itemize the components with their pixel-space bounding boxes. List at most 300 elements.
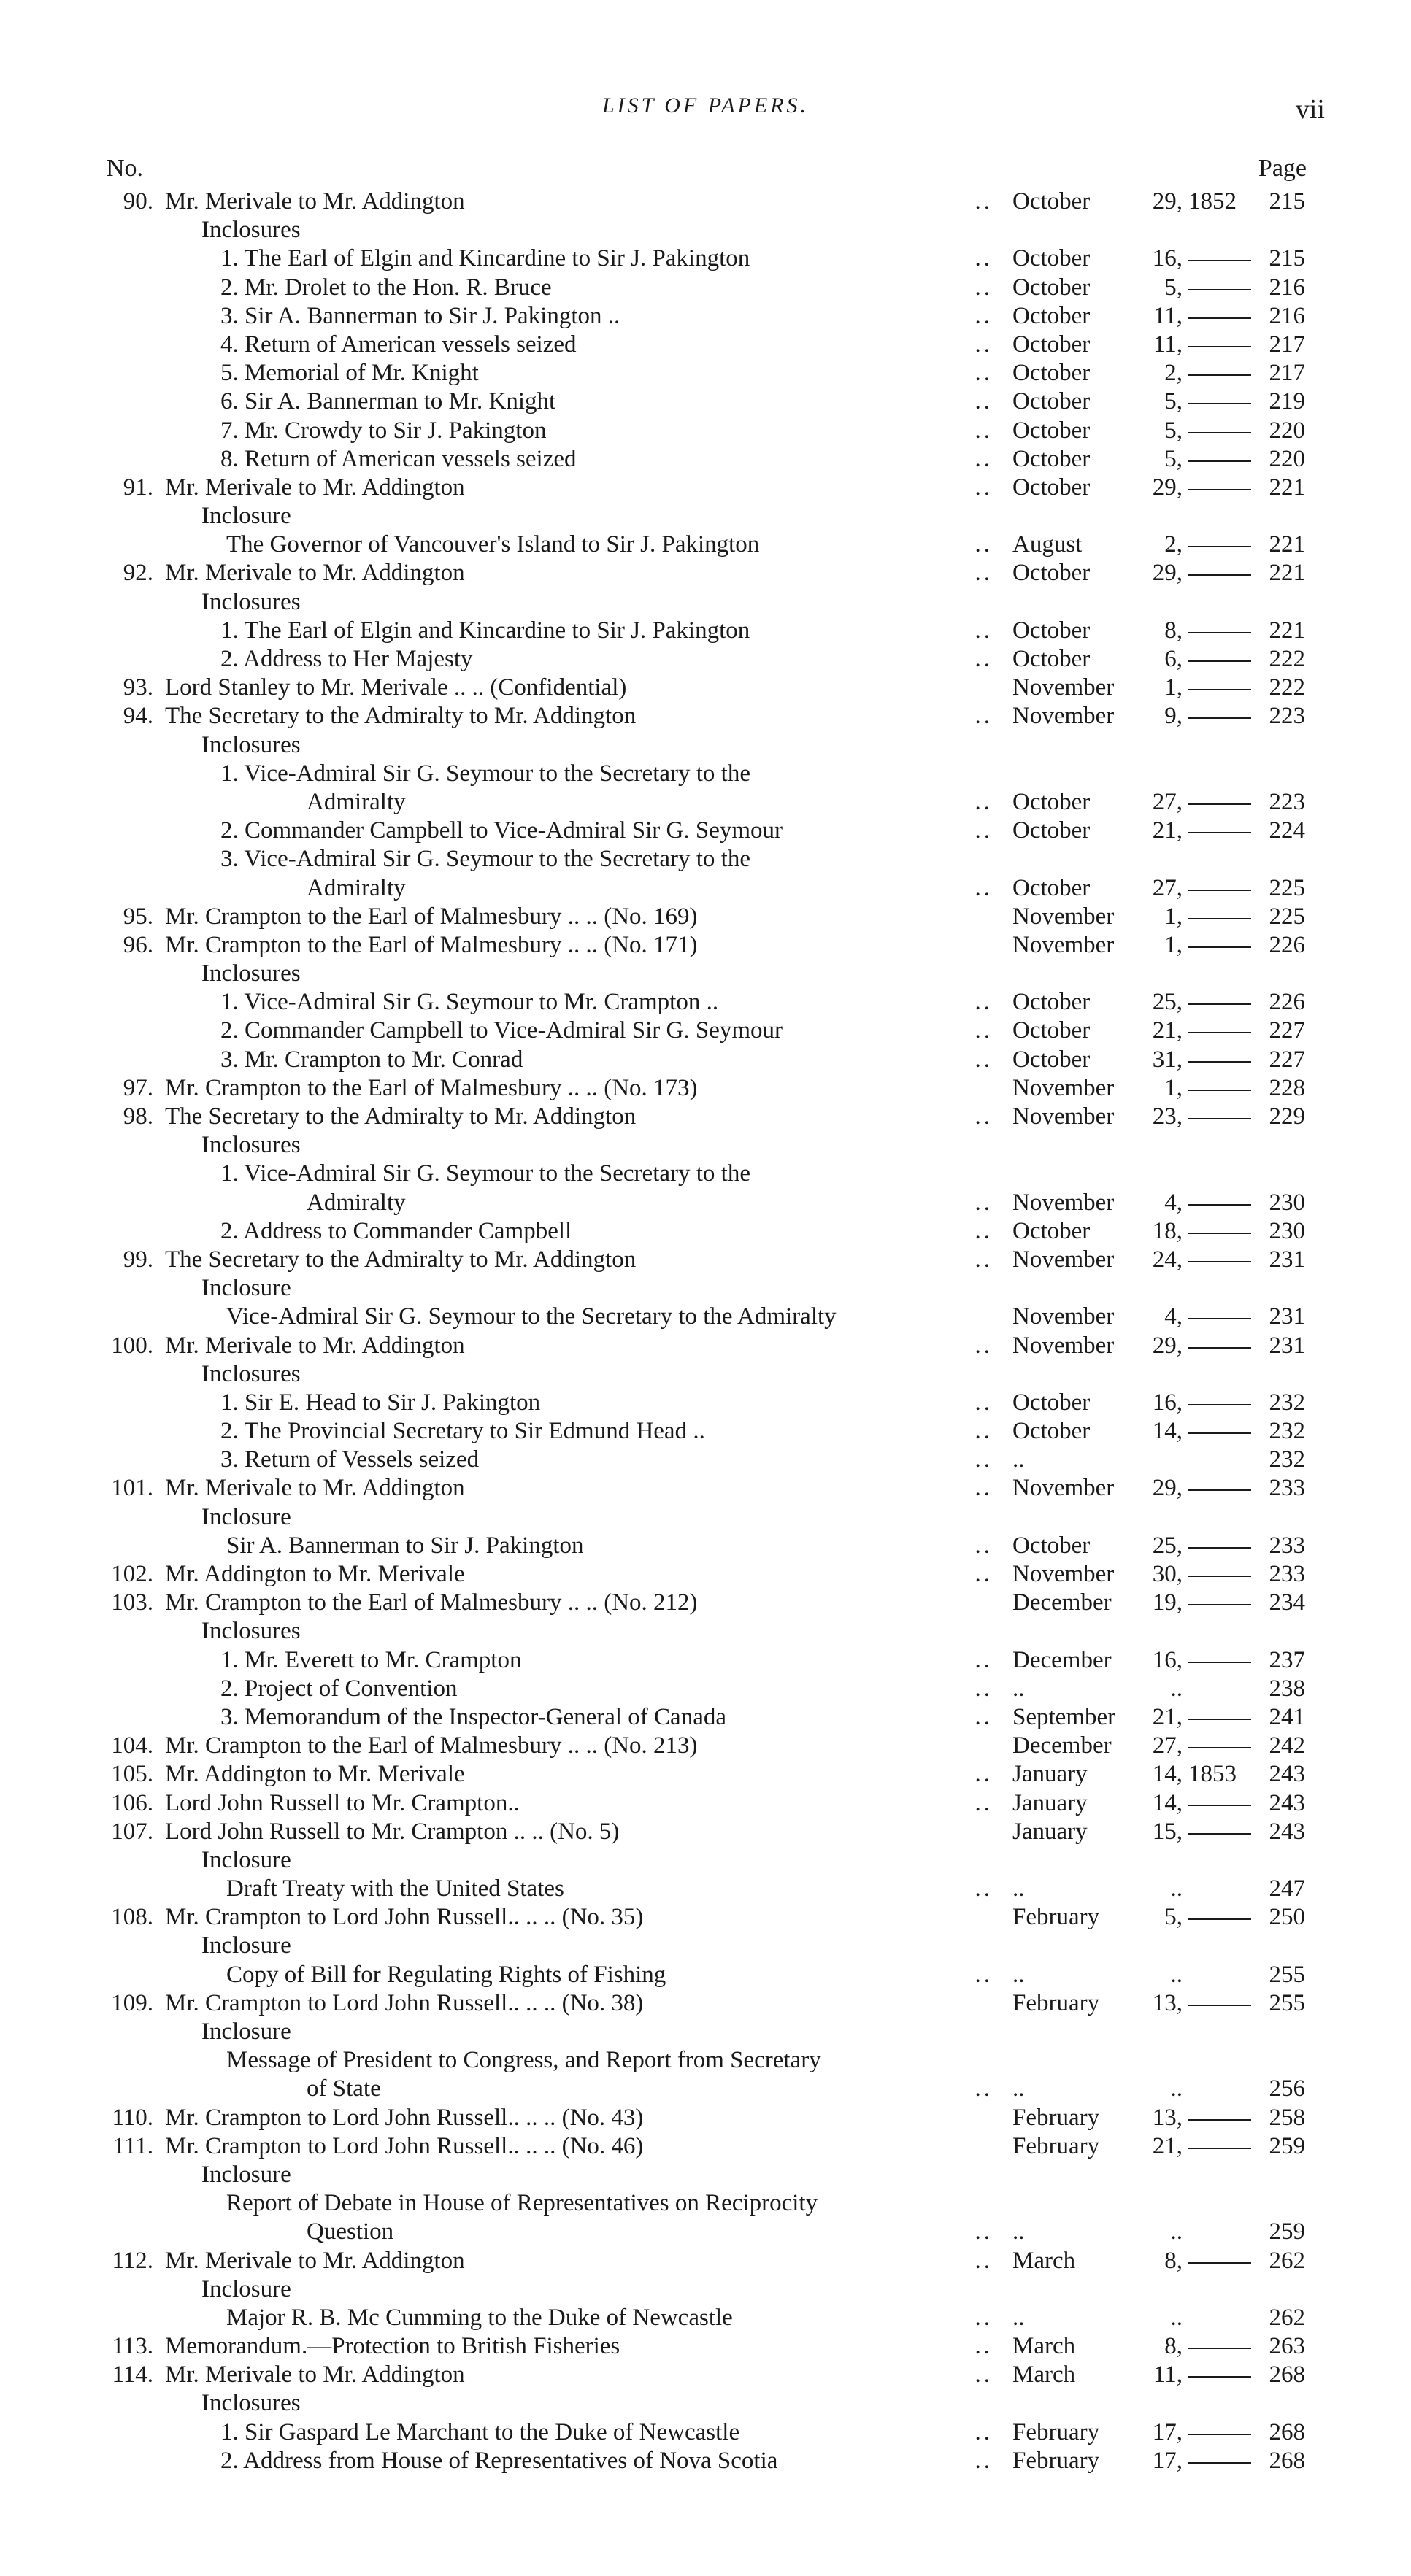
inclosure-entry bbox=[0, 1389, 1411, 1417]
leader-dots: .. bbox=[974, 817, 993, 844]
entry-title: Mr. Crampton to Lord John Russell.. .. .. (No. 35) bbox=[165, 1904, 644, 1931]
leader-dots: .. bbox=[974, 331, 993, 358]
entry-title: 3. Sir A. Bannerman to Sir J. Pakington .. bbox=[220, 302, 620, 329]
entry-day: 21, bbox=[1152, 2132, 1183, 2159]
entry-month: .. bbox=[1012, 1961, 1025, 1988]
entry-month: January bbox=[1012, 1789, 1088, 1816]
ditto-rule bbox=[1188, 1090, 1251, 1091]
entry-page: 215 bbox=[1269, 188, 1305, 215]
entry-day: 4, bbox=[1164, 1189, 1183, 1216]
leader-dots: .. bbox=[974, 417, 993, 444]
ditto-rule bbox=[1188, 1662, 1251, 1663]
inclosure-entry bbox=[0, 788, 1411, 817]
entry-title: Mr. Merivale to Mr. Addington bbox=[165, 2361, 465, 2388]
entry-page: 226 bbox=[1269, 989, 1305, 1016]
inclosure-entry bbox=[0, 445, 1411, 474]
entry-day: .. bbox=[1170, 1875, 1183, 1902]
inclosure-heading bbox=[0, 1274, 1411, 1303]
entry-day: 8, bbox=[1164, 2247, 1183, 2274]
entry-title: Mr. Merivale to Mr. Addington bbox=[165, 1475, 465, 1502]
ditto-rule bbox=[1188, 890, 1251, 891]
leader-dots: .. bbox=[974, 1246, 993, 1273]
leader-dots: .. bbox=[974, 2333, 993, 2360]
entry-number: 90. bbox=[123, 188, 153, 215]
inclosure-heading bbox=[0, 1503, 1411, 1532]
inclosure-entry bbox=[0, 1303, 1411, 1331]
entry-month: .. bbox=[1012, 2304, 1025, 2331]
entry-page: 268 bbox=[1269, 2418, 1305, 2445]
leader-dots: .. bbox=[974, 531, 993, 558]
entry-page: 216 bbox=[1269, 302, 1305, 329]
ditto-rule bbox=[1188, 689, 1251, 690]
inclosure-entry bbox=[0, 2189, 1411, 2218]
paper-entry bbox=[0, 1903, 1411, 1932]
entry-day: 11, bbox=[1153, 331, 1183, 358]
entry-title: 1. The Earl of Elgin and Kincardine to Sir J. Pakington bbox=[220, 617, 750, 644]
paper-entry bbox=[0, 2104, 1411, 2132]
entry-page: 262 bbox=[1269, 2247, 1305, 2274]
leader-dots: .. bbox=[974, 1646, 993, 1673]
inclosure-entry bbox=[0, 387, 1411, 416]
entry-month: October bbox=[1012, 1217, 1091, 1244]
entry-month: .. bbox=[1012, 2075, 1025, 2102]
entry-number: 103. bbox=[111, 1589, 153, 1616]
entry-number: 110. bbox=[112, 2104, 153, 2131]
entry-month: January bbox=[1012, 1761, 1088, 1788]
inclosure-heading bbox=[0, 588, 1411, 617]
entry-month: October bbox=[1012, 1017, 1091, 1044]
entry-title: Message of President to Congress, and Report from Secretary bbox=[226, 2047, 821, 2074]
page-number: vii bbox=[1295, 94, 1325, 125]
entry-month: February bbox=[1012, 2104, 1100, 2131]
entry-month: October bbox=[1012, 331, 1091, 358]
inclosure-entry bbox=[0, 531, 1411, 559]
inclosure-entry bbox=[0, 2418, 1411, 2447]
entry-title: of State bbox=[307, 2075, 381, 2102]
entry-day: 14, bbox=[1152, 1761, 1183, 1788]
entry-day: .. bbox=[1170, 1961, 1183, 1988]
entry-title: 2. The Provincial Secretary to Sir Edmund Head .. bbox=[220, 1418, 705, 1445]
ditto-rule bbox=[1188, 317, 1251, 319]
entry-page: 226 bbox=[1269, 931, 1305, 958]
entry-title: Admiralty bbox=[307, 788, 406, 815]
entry-page: 224 bbox=[1269, 817, 1305, 844]
entry-day: 5, bbox=[1164, 445, 1183, 472]
entry-month: October bbox=[1012, 646, 1091, 672]
entry-title: Mr. Crampton to the Earl of Malmesbury .. .. (No. 173) bbox=[165, 1074, 698, 1101]
inclosure-heading bbox=[0, 2275, 1411, 2304]
ditto-rule bbox=[1188, 2348, 1251, 2349]
entry-title: Mr. Crampton to Lord John Russell.. .. .. (No. 38) bbox=[165, 1989, 644, 2016]
entry-month: .. bbox=[1012, 2218, 1025, 2245]
inclosure-heading bbox=[0, 502, 1411, 531]
ditto-rule bbox=[1188, 1489, 1251, 1491]
entry-page: 219 bbox=[1269, 388, 1305, 415]
entry-page: 258 bbox=[1269, 2104, 1305, 2131]
entry-page: 227 bbox=[1269, 1017, 1305, 1044]
entry-day: .. bbox=[1170, 1675, 1183, 1702]
entry-month: August bbox=[1012, 531, 1083, 558]
entry-number: 97. bbox=[123, 1074, 153, 1101]
entry-title: Vice-Admiral Sir G. Seymour to the Secretary to the Admiralty bbox=[226, 1303, 837, 1330]
ditto-rule bbox=[1188, 1576, 1251, 1577]
entry-month: March bbox=[1012, 2247, 1076, 2274]
entry-day: 1, bbox=[1164, 931, 1183, 958]
entry-number: 109. bbox=[111, 1989, 153, 2016]
entry-day: 27, bbox=[1152, 1732, 1183, 1759]
entry-page: 262 bbox=[1269, 2304, 1305, 2331]
entry-day: 8, bbox=[1164, 617, 1183, 644]
entry-title: 1. Mr. Everett to Mr. Crampton bbox=[220, 1646, 522, 1673]
entry-title: Inclosures bbox=[201, 731, 301, 758]
entry-title: 2. Address to Commander Campbell bbox=[220, 1217, 572, 1244]
entry-month: October bbox=[1012, 817, 1091, 844]
ditto-rule bbox=[1188, 346, 1251, 347]
paper-entry bbox=[0, 1074, 1411, 1103]
leader-dots: .. bbox=[974, 360, 993, 387]
leader-dots: .. bbox=[974, 474, 993, 501]
entry-number: 92. bbox=[123, 560, 153, 587]
entry-title: Inclosures bbox=[201, 1132, 301, 1159]
ditto-rule bbox=[1188, 832, 1251, 833]
ditto-rule bbox=[1188, 574, 1251, 576]
entry-day: 17, bbox=[1152, 2447, 1183, 2474]
ditto-rule bbox=[1188, 2148, 1251, 2149]
inclosure-entry bbox=[0, 331, 1411, 359]
inclosure-entry bbox=[0, 2304, 1411, 2332]
entry-page: 268 bbox=[1269, 2447, 1305, 2474]
entry-number: 114. bbox=[112, 2361, 153, 2388]
entry-page: 256 bbox=[1269, 2075, 1305, 2102]
entry-page: 241 bbox=[1269, 1703, 1305, 1730]
paper-entry bbox=[0, 2247, 1411, 2275]
entry-title: 3. Mr. Crampton to Mr. Conrad bbox=[220, 1046, 523, 1073]
leader-dots: .. bbox=[974, 1389, 993, 1416]
ditto-rule bbox=[1188, 2005, 1251, 2006]
entry-title: 2. Commander Campbell to Vice-Admiral Sir G. Seymour bbox=[220, 1017, 783, 1044]
leader-dots: .. bbox=[974, 1189, 993, 1216]
entry-title: Inclosures bbox=[201, 217, 301, 244]
entry-title: Inclosures bbox=[201, 1618, 301, 1645]
ditto-rule bbox=[1188, 460, 1251, 462]
entry-day: 14, bbox=[1152, 1789, 1183, 1816]
entry-page: 243 bbox=[1269, 1818, 1305, 1845]
entry-page: 231 bbox=[1269, 1332, 1305, 1359]
inclosure-entry bbox=[0, 244, 1411, 273]
entry-day: 11, bbox=[1153, 302, 1183, 329]
entry-title: The Secretary to the Admiralty to Mr. Addington bbox=[165, 1246, 637, 1273]
entry-title: 1. Vice-Admiral Sir G. Seymour to Mr. Crampton .. bbox=[220, 989, 719, 1016]
inclosure-entry bbox=[0, 817, 1411, 845]
inclosure-entry bbox=[0, 1046, 1411, 1074]
leader-dots: .. bbox=[974, 1961, 993, 1988]
entry-title: Inclosure bbox=[201, 503, 291, 530]
entry-page: 259 bbox=[1269, 2218, 1305, 2245]
entry-month: February bbox=[1012, 1904, 1100, 1931]
inclosure-entry bbox=[0, 2218, 1411, 2246]
entry-month: January bbox=[1012, 1818, 1088, 1845]
leader-dots: .. bbox=[974, 274, 993, 301]
leader-dots: .. bbox=[974, 2418, 993, 2445]
entry-page: 227 bbox=[1269, 1046, 1305, 1073]
entry-title: Mr. Merivale to Mr. Addington bbox=[165, 560, 465, 587]
entry-title: 2. Address to Her Majesty bbox=[220, 646, 473, 672]
inclosure-heading bbox=[0, 2161, 1411, 2189]
entry-day: 4, bbox=[1164, 1303, 1183, 1330]
entry-title: Admiralty bbox=[307, 874, 406, 901]
entry-title: Admiralty bbox=[307, 1189, 406, 1216]
entry-title: 5. Memorial of Mr. Knight bbox=[220, 360, 479, 387]
entry-title: Mr. Merivale to Mr. Addington bbox=[165, 1332, 465, 1359]
entry-page: 234 bbox=[1269, 1589, 1305, 1616]
entry-month: October bbox=[1012, 188, 1091, 215]
entry-month: November bbox=[1012, 1103, 1115, 1130]
paper-entry bbox=[0, 1732, 1411, 1760]
entry-title: Inclosure bbox=[201, 2161, 291, 2188]
entry-month: November bbox=[1012, 674, 1115, 701]
entry-month: November bbox=[1012, 931, 1115, 958]
entry-page: 222 bbox=[1269, 646, 1305, 672]
ditto-rule bbox=[1188, 2262, 1251, 2264]
entry-title: Draft Treaty with the United States bbox=[226, 1875, 564, 1902]
entry-month: December bbox=[1012, 1646, 1112, 1673]
paper-entry bbox=[0, 1474, 1411, 1503]
entry-title: 1. Sir Gaspard Le Marchant to the Duke of Newcastle bbox=[220, 2418, 740, 2445]
entry-day: 1, bbox=[1164, 903, 1183, 930]
entry-title: Lord John Russell to Mr. Crampton.. bbox=[165, 1789, 520, 1816]
leader-dots: .. bbox=[974, 788, 993, 815]
entry-month: November bbox=[1012, 1561, 1115, 1587]
entry-title: 1. Vice-Admiral Sir G. Seymour to the Secretary to the bbox=[220, 760, 750, 787]
ditto-rule bbox=[1188, 546, 1251, 547]
ditto-rule bbox=[1188, 1318, 1251, 1319]
entry-day: 14, bbox=[1152, 1418, 1183, 1445]
entry-month: October bbox=[1012, 1046, 1091, 1073]
entry-title: Mr. Addington to Mr. Merivale bbox=[165, 1561, 465, 1587]
entry-title: 3. Return of Vessels seized bbox=[220, 1446, 480, 1473]
entry-title: The Secretary to the Admiralty to Mr. Addington bbox=[165, 1103, 637, 1130]
leader-dots: .. bbox=[974, 989, 993, 1016]
column-headers bbox=[0, 155, 1411, 187]
leader-dots: .. bbox=[974, 1532, 993, 1559]
entry-number: 102. bbox=[111, 1561, 153, 1587]
ditto-rule bbox=[1188, 489, 1251, 490]
entry-page: 232 bbox=[1269, 1418, 1305, 1445]
inclosure-entry bbox=[0, 2447, 1411, 2475]
leader-dots: .. bbox=[974, 188, 993, 215]
leader-dots: .. bbox=[974, 1875, 993, 1902]
entry-page: 231 bbox=[1269, 1246, 1305, 1273]
entry-day: 19, bbox=[1152, 1589, 1183, 1616]
entry-month: October bbox=[1012, 302, 1091, 329]
entry-month: December bbox=[1012, 1732, 1112, 1759]
leader-dots: .. bbox=[974, 1046, 993, 1073]
entry-title: 1. Vice-Admiral Sir G. Seymour to the Secretary to the bbox=[220, 1160, 750, 1187]
list-of-papers bbox=[0, 188, 1411, 2508]
inclosure-entry bbox=[0, 645, 1411, 674]
entry-page: 243 bbox=[1269, 1789, 1305, 1816]
entry-title: Inclosure bbox=[201, 2275, 291, 2302]
inclosure-heading bbox=[0, 216, 1411, 244]
entry-month: October bbox=[1012, 388, 1091, 415]
entry-month: October bbox=[1012, 1389, 1091, 1416]
entry-page: 242 bbox=[1269, 1732, 1305, 1759]
ditto-rule bbox=[1188, 1118, 1251, 1119]
entry-page: 225 bbox=[1269, 874, 1305, 901]
leader-dots: .. bbox=[974, 2304, 993, 2331]
entry-page: 221 bbox=[1269, 560, 1305, 587]
entry-page: 232 bbox=[1269, 1389, 1305, 1416]
entry-number: 98. bbox=[123, 1103, 153, 1130]
entry-month: October bbox=[1012, 1418, 1091, 1445]
leader-dots: .. bbox=[974, 1217, 993, 1244]
entry-day: 25, bbox=[1152, 989, 1183, 1016]
inclosure-entry bbox=[0, 1675, 1411, 1703]
leader-dots: .. bbox=[974, 703, 993, 730]
inclosure-entry bbox=[0, 1217, 1411, 1246]
entry-page: 259 bbox=[1269, 2132, 1305, 2159]
entry-number: 93. bbox=[123, 674, 153, 701]
entry-page: 250 bbox=[1269, 1904, 1305, 1931]
ditto-rule bbox=[1188, 1604, 1251, 1605]
entry-number: 112. bbox=[112, 2247, 153, 2274]
entry-day: 29, bbox=[1152, 560, 1183, 587]
leader-dots: .. bbox=[974, 1475, 993, 1502]
entry-month: October bbox=[1012, 245, 1091, 272]
entry-page: 215 bbox=[1269, 245, 1305, 272]
ditto-rule bbox=[1188, 1347, 1251, 1349]
ditto-rule bbox=[1188, 432, 1251, 433]
entry-day: 21, bbox=[1152, 1017, 1183, 1044]
leader-dots: .. bbox=[974, 874, 993, 901]
leader-dots: .. bbox=[974, 1703, 993, 1730]
inclosure-entry bbox=[0, 1417, 1411, 1446]
ditto-rule bbox=[1188, 660, 1251, 662]
entry-page: 220 bbox=[1269, 417, 1305, 444]
inclosure-heading bbox=[0, 1360, 1411, 1389]
entry-month: February bbox=[1012, 2418, 1100, 2445]
entry-page: 223 bbox=[1269, 703, 1305, 730]
inclosure-entry bbox=[0, 302, 1411, 331]
entry-title: 2. Project of Convention bbox=[220, 1675, 458, 1702]
inclosure-heading bbox=[0, 1617, 1411, 1646]
paper-entry bbox=[0, 474, 1411, 502]
ditto-rule bbox=[1188, 1233, 1251, 1234]
inclosure-entry bbox=[0, 1160, 1411, 1188]
ditto-rule bbox=[1188, 289, 1251, 290]
entry-title: The Governor of Vancouver's Island to Sir J. Pakington bbox=[226, 531, 760, 558]
entry-day: 5, bbox=[1164, 417, 1183, 444]
ditto-rule bbox=[1188, 1719, 1251, 1720]
inclosure-heading bbox=[0, 2389, 1411, 2418]
entry-page: 268 bbox=[1269, 2361, 1305, 2388]
entry-number: 104. bbox=[111, 1732, 153, 1759]
leader-dots: .. bbox=[974, 1332, 993, 1359]
entry-month: October bbox=[1012, 1532, 1091, 1559]
entry-month: October bbox=[1012, 560, 1091, 587]
entry-title: Inclosures bbox=[201, 1360, 301, 1387]
entry-page: 225 bbox=[1269, 903, 1305, 930]
entry-day: 5, bbox=[1164, 388, 1183, 415]
ditto-rule bbox=[1188, 918, 1251, 919]
entry-number: 105. bbox=[111, 1761, 153, 1788]
entry-title: Inclosures bbox=[201, 960, 301, 987]
leader-dots: .. bbox=[974, 1418, 993, 1445]
entry-title: Inclosure bbox=[201, 1932, 291, 1959]
paper-entry bbox=[0, 559, 1411, 587]
ditto-rule bbox=[1188, 2119, 1251, 2121]
inclosure-entry bbox=[0, 1875, 1411, 1903]
inclosure-heading bbox=[0, 1131, 1411, 1160]
paper-entry bbox=[0, 1560, 1411, 1589]
leader-dots: .. bbox=[974, 2447, 993, 2474]
entry-day: 29, bbox=[1152, 1475, 1183, 1502]
inclosure-entry bbox=[0, 1961, 1411, 1989]
entry-page: 233 bbox=[1269, 1475, 1305, 1502]
entry-title: Lord Stanley to Mr. Merivale .. .. (Confidential) bbox=[165, 674, 627, 701]
entry-title: Mr. Crampton to the Earl of Malmesbury .. .. (No. 213) bbox=[165, 1732, 698, 1759]
paper-entry bbox=[0, 1246, 1411, 1274]
entry-number: 94. bbox=[123, 703, 153, 730]
entry-title: Mr. Merivale to Mr. Addington bbox=[165, 188, 465, 215]
entry-month: .. bbox=[1012, 1875, 1025, 1902]
entry-number: 101. bbox=[111, 1475, 153, 1502]
entry-day: 11, bbox=[1153, 2361, 1183, 2388]
entry-day: 6, bbox=[1164, 646, 1183, 672]
entry-day: 30, bbox=[1152, 1561, 1183, 1587]
entry-day: 2, bbox=[1164, 531, 1183, 558]
entry-day: .. bbox=[1170, 2304, 1183, 2331]
entry-number: 113. bbox=[112, 2333, 153, 2360]
entry-day: 1, bbox=[1164, 674, 1183, 701]
leader-dots: .. bbox=[974, 388, 993, 415]
entry-day: 8, bbox=[1164, 2333, 1183, 2360]
entry-title: 3. Vice-Admiral Sir G. Seymour to the Secretary to the bbox=[220, 846, 750, 873]
paper-entry bbox=[0, 931, 1411, 960]
inclosure-heading bbox=[0, 960, 1411, 988]
entry-day: 25, bbox=[1152, 1532, 1183, 1559]
paper-entry bbox=[0, 188, 1411, 216]
entry-day: 27, bbox=[1152, 874, 1183, 901]
inclosure-entry bbox=[0, 1646, 1411, 1675]
entry-page: 221 bbox=[1269, 617, 1305, 644]
entry-page: 255 bbox=[1269, 1989, 1305, 2016]
entry-title: Inclosures bbox=[201, 2390, 301, 2417]
entry-title: Major R. B. Mc Cumming to the Duke of Newcastle bbox=[226, 2304, 733, 2331]
entry-day: 16, bbox=[1152, 1389, 1183, 1416]
entry-number: 99. bbox=[123, 1246, 153, 1273]
ditto-rule bbox=[1188, 2462, 1251, 2464]
inclosure-heading bbox=[0, 1932, 1411, 1960]
leader-dots: .. bbox=[974, 560, 993, 587]
leader-dots: .. bbox=[974, 1675, 993, 1702]
entry-day: 16, bbox=[1152, 1646, 1183, 1673]
entry-title: Lord John Russell to Mr. Crampton .. .. (No. 5) bbox=[165, 1818, 620, 1845]
column-header-page: Page bbox=[1258, 155, 1307, 182]
entry-day: 2, bbox=[1164, 360, 1183, 387]
entry-month: October bbox=[1012, 788, 1091, 815]
page-title: LIST OF PAPERS. bbox=[601, 93, 810, 117]
entry-day: 13, bbox=[1152, 2104, 1183, 2131]
leader-dots: .. bbox=[974, 445, 993, 472]
inclosure-entry bbox=[0, 760, 1411, 788]
entry-title: 3. Memorandum of the Inspector-General of Canada bbox=[220, 1703, 726, 1730]
entry-month: November bbox=[1012, 1475, 1115, 1502]
inclosure-entry bbox=[0, 1446, 1411, 1474]
entry-title: Mr. Crampton to the Earl of Malmesbury .. .. (No. 212) bbox=[165, 1589, 698, 1616]
entry-number: 96. bbox=[123, 931, 153, 958]
paper-entry bbox=[0, 903, 1411, 931]
